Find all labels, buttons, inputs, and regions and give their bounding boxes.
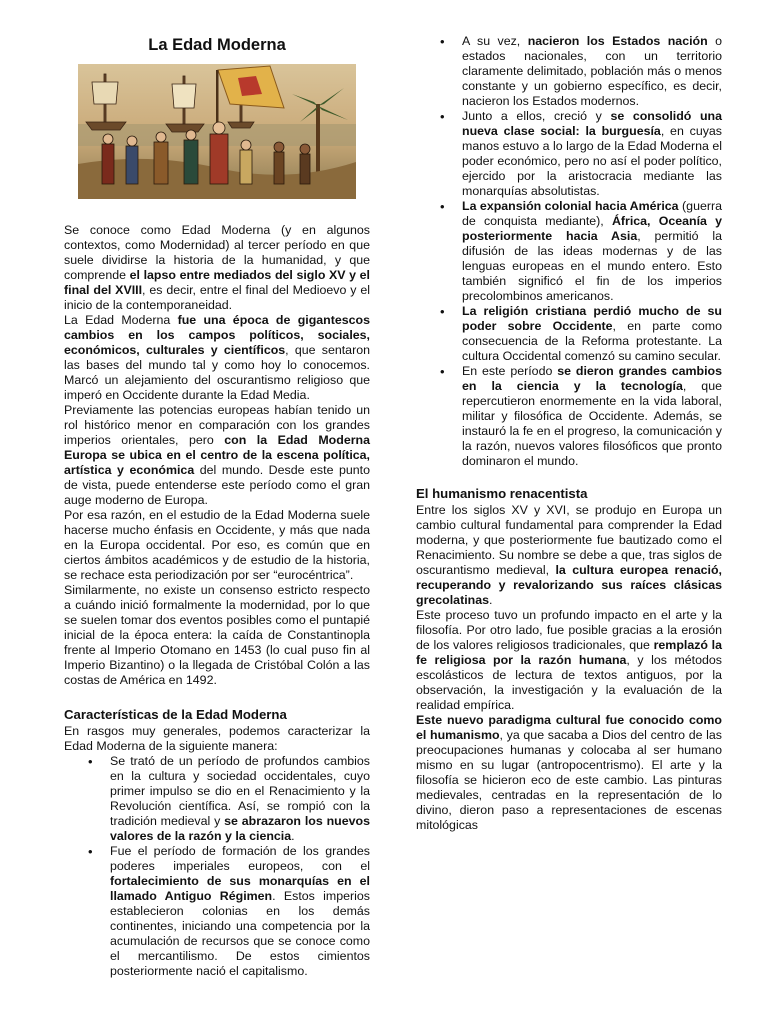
features-heading: Características de la Edad Moderna: [64, 707, 287, 722]
features-list: [64, 754, 370, 979]
list-item: • Fue el período de formación de los grandes poderes imperiales europeos, con el fortalecimiento de sus monarquías en el llamado Antiguo Régimen. Estos imperios establecieron colonias en los demás continentes, iniciando una competencia por la acumulación de recursos que se conoce como el mercantilismo. De estos cimientos posteriormente nació el capitalismo.: [110, 844, 370, 979]
intro-paragraph-4: Por esa razón, en el estudio de la Edad Moderna suele hacerse mucho énfasis en Occidente, y más que nada en la Europa occidental. Por eso, es común que en ciertos ámbitos académicos y de estudio de la historia, se rechace esta periodización por ser “eurocéntrica”.: [64, 508, 370, 582]
intro-paragraph-5: Similarmente, no existe un consenso estricto respecto a cuándo inició formalmente la modernidad, por lo que se suelen tomar dos eventos posibles como el puntapié inicial de la época entera: la caída de Constantinopla frente al Imperio Otomano en 1453 (lo cual puso fin al Imperio Bizantino) o la llegada de Cristóbal Colón a las costas de América en 1492.: [64, 583, 370, 687]
humanism-paragraph-2: Este proceso tuvo un profundo impacto en el arte y la filosofía. Por otro lado, fue posible gracias a la erosión de los valores religiosos tradicionales, que remplazó la fe religiosa por la razón humana, y los métodos escolásticos de lectura de textos antiguos, por la observación, la investigación y la evaluación de la realidad empírica.: [416, 608, 722, 712]
list-item: • Junto a ellos, creció y se consolidó una nueva clase social: la burguesía, en cuyas manos estuvo a lo largo de la Edad Moderna el poder económico, pero no así el poder político, ejercido por la aristocracia mediante las monarquías absolutistas.: [462, 109, 722, 199]
right-column: [416, 34, 722, 833]
list-item: • En este período se dieron grandes cambios en la ciencia y la tecnología, que repercutieron enormemente en la vida laboral, militar y filosófica de Occidente. Además, se instauró la fe en el progreso, la comunicación y la razón, nuevos valores filosóficos que pronto dominaron el mundo.: [462, 364, 722, 469]
list-item: • La religión cristiana perdió mucho de su poder sobre Occidente, en parte como consecuencia de la Reforma protestante. La cultura Occidental comenzó su camino secular.: [462, 304, 722, 364]
intro-paragraph-2: La Edad Moderna fue una época de gigantescos cambios en los campos políticos, sociales, económicos, culturales y científicos, que sentaron las bases del mundo tal y como hoy lo conocemos. Marcó un alejamiento del oscurantismo religioso que imperó en Occidente durante la Edad Media.: [64, 313, 370, 402]
colon-illustration: [78, 64, 356, 199]
intro-paragraph-3: Previamente las potencias europeas habían tenido un rol histórico menor en comparación con los grandes imperios orientales, pero con la Edad Moderna Europa se ubica en el centro de la escena política, artística y económica del mundo. Desde este punto de vista, puede entenderse este período como el gran auge moderno de Europa.: [64, 403, 370, 507]
humanism-paragraph-1: Entre los siglos XV y XVI, se produjo en Europa un cambio cultural fundamental para comprender la Edad moderna, y que posteriormente fue bautizado como el Renacimiento. Su nombre se debe a que, tras siglos de oscurantismo medieval, la cultura europea renació, recuperando y revalorizando sus raíces clásicas grecolatinas.: [416, 503, 722, 607]
page-title: La Edad Moderna: [148, 36, 286, 54]
list-item: • A su vez, nacieron los Estados nación o estados nacionales, con un territorio claramente delimitado, población más o menos constante y un gobierno específico, es decir, nacieron los Estados modernos.: [462, 34, 722, 109]
humanism-paragraph-3: Este nuevo paradigma cultural fue conocido como el humanismo, ya que sacaba a Dios del centro de las preocupaciones humanas y colocaba al ser humano mismo en su lugar (antropocentrismo). El arte y la filosofía se hicieron eco de este cambio. Las pinturas medievales, centradas en la representación de lo divino, dieron paso a representaciones de escenas mitológicas: [416, 713, 722, 832]
features-list-continued: [416, 34, 722, 469]
list-item: • La expansión colonial hacia América (guerra de conquista mediante), África, Oceanía y posteriormente hacia Asia, permitió la difusión de las ideas modernas y de las lenguas europeas en el mundo entero. Esto también significó el fin de los imperios precolombinos americanos.: [462, 199, 722, 304]
list-item: • Se trató de un período de profundos cambios en la cultura y sociedad occidentales, cuyo primer impulso se dio en el Renacimiento y la Revolución científica. Así, se rompió con la tradición medieval y se abrazaron los nuevos valores de la razón y la ciencia.: [110, 754, 370, 844]
left-column: [64, 34, 370, 979]
intro-paragraph-1: Se conoce como Edad Moderna (y en algunos contextos, como Modernidad) al tercer período en que suele dividirse la historia de la humanidad, y que comprende el lapso entre mediados del siglo XV y el final del XVIII, es decir, entre el final del Medioevo y el inicio de la contemporaneidad.: [64, 223, 370, 312]
features-lead: En rasgos muy generales, podemos caracterizar la Edad Moderna de la siguiente manera:: [64, 724, 370, 753]
humanism-heading: El humanismo renacentista: [416, 486, 588, 501]
